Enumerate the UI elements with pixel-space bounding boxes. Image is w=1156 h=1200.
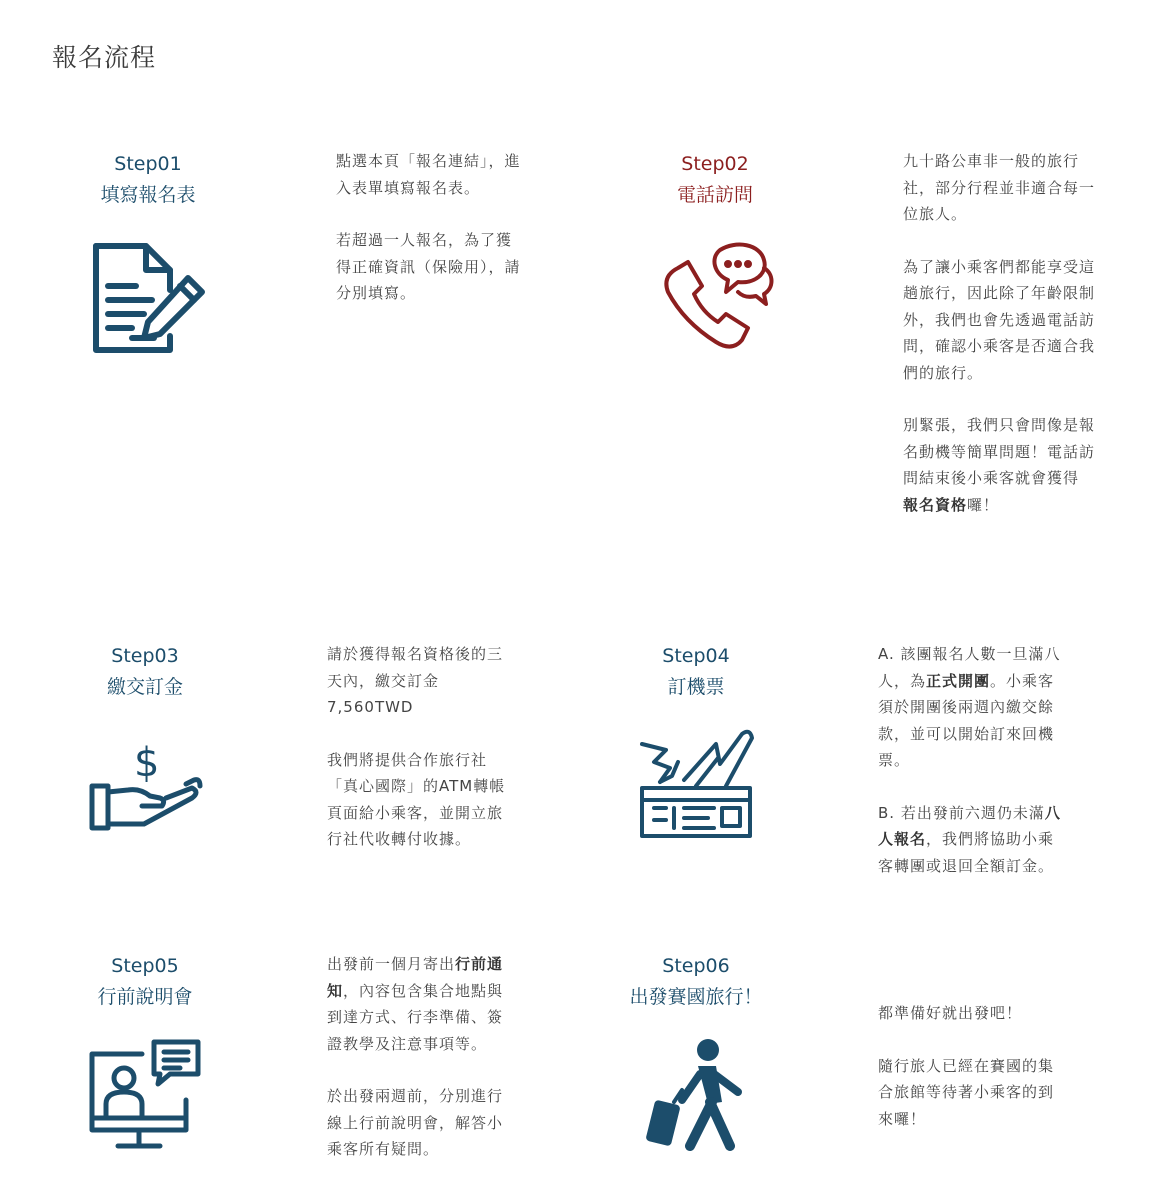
step-name: 電話訪問: [676, 184, 753, 206]
step-05-heading: [45, 951, 245, 1013]
description-paragraph: 請於獲得報名資格後的三天內，繳交訂金7,560TWD: [327, 645, 504, 716]
description-paragraph: 別緊張，我們只會問像是報名動機等簡單問題！電話訪問結束後小乘客就會獲得報名資格囉！: [903, 416, 1096, 514]
step-name: 出發賽國旅行！: [629, 986, 763, 1008]
description-paragraph: B. 若出發前六週仍未滿八人報名，我們將協助小乘客轉團或退回全額訂金。: [878, 803, 1061, 875]
step-name: 行前說明會: [97, 986, 193, 1008]
step-number: Step01: [114, 153, 182, 175]
step-number: Step05: [111, 955, 179, 977]
phone-chat-icon: [656, 242, 778, 354]
step-05-description: [327, 951, 517, 1189]
description-paragraph: 隨行旅人已經在賽國的集合旅館等待著小乘客的到來囉！: [878, 1056, 1055, 1128]
step-03-heading: [45, 641, 245, 703]
description-paragraph: 若超過一人報名，為了獲得正確資訊（保險用），請分別填寫。: [336, 231, 521, 302]
description-paragraph: 九十路公車非一般的旅行社，部分行程並非適合每一位旅人。: [903, 152, 1096, 223]
description-paragraph: 都準備好就出發吧！: [878, 1004, 1023, 1022]
description-paragraph: 於出發兩週前，分別進行線上行前說明會，解答小乘客所有疑問。: [327, 1087, 504, 1158]
hand-dollar-icon: [88, 734, 204, 834]
step-name: 填寫報名表: [100, 184, 196, 206]
step-number: Step02: [681, 153, 749, 175]
step-01-heading: [48, 149, 248, 211]
step-name: 訂機票: [667, 676, 725, 698]
form-pen-icon: [88, 238, 208, 358]
description-paragraph: 點選本頁「報名連結」，進入表單填寫報名表。: [336, 152, 521, 197]
step-06-description: [878, 1000, 1063, 1158]
step-02-heading: [615, 149, 815, 211]
step-04-heading: [596, 641, 796, 703]
page-title: 報名流程: [52, 43, 157, 72]
step-06-heading: [596, 951, 796, 1013]
video-meeting-icon: [88, 1038, 202, 1152]
svg-text:$: $: [134, 740, 160, 786]
step-number: Step04: [662, 645, 730, 667]
step-03-description: [327, 641, 517, 879]
description-paragraph: A. 該團報名人數一旦滿八人，為正式開團。小乘客須於開團後兩週內繳交餘款，並可以開始訂來回機票。: [878, 645, 1061, 769]
step-01-description: [336, 148, 526, 333]
step-name: 繳交訂金: [106, 676, 183, 698]
traveler-icon: [644, 1038, 748, 1154]
description-paragraph: 我們將提供合作旅行社「真心國際」的ATM轉帳頁面給小乘客，並開立旅行社代收轉付收據。: [327, 750, 506, 848]
step-04-description: [878, 641, 1063, 905]
description-paragraph: 出發前一個月寄出行前通知，內容包含集合地點與到達方式、行李準備、簽證教學及注意事項等。: [327, 955, 504, 1053]
step-number: Step03: [111, 645, 179, 667]
ticket-plane-icon: [638, 728, 756, 844]
step-02-description: [903, 148, 1095, 544]
description-paragraph: 為了讓小乘客們都能享受這趟旅行，因此除了年齡限制外，我們也會先透過電話訪問，確認小乘客是否適合我們的旅行。: [903, 257, 1096, 382]
step-number: Step06: [662, 955, 730, 977]
